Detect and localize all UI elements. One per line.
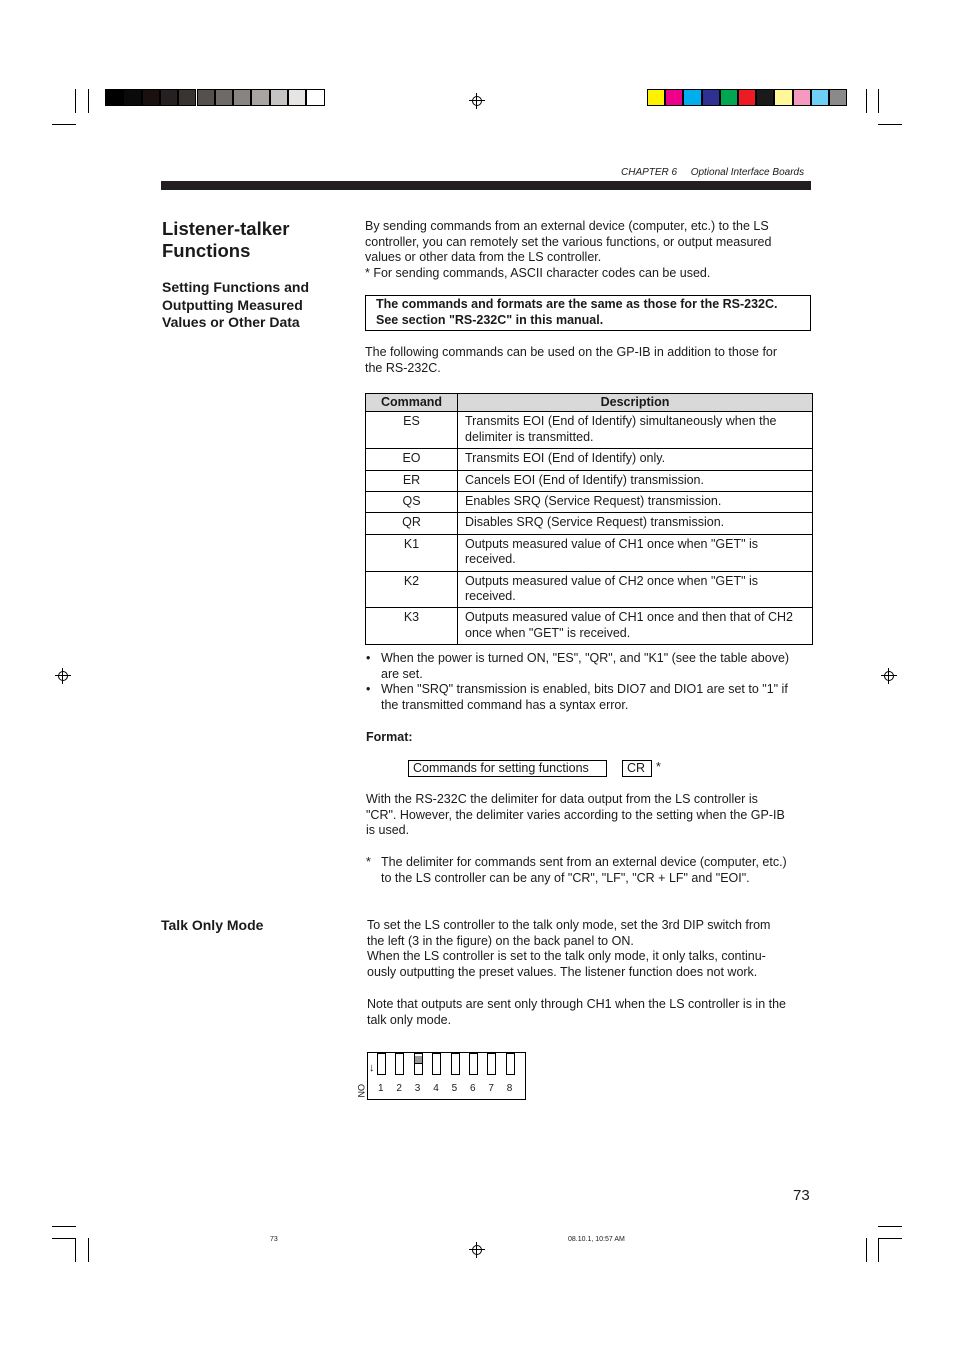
color-swatch xyxy=(665,89,683,106)
table-row: QS Enables SRQ (Service Request) transmission. xyxy=(366,492,813,513)
color-swatch xyxy=(142,89,160,106)
color-swatch xyxy=(774,89,792,106)
section-label: Optional Interface Boards xyxy=(690,167,805,178)
dip-switch-number: 3 xyxy=(414,1083,421,1094)
table-header-row xyxy=(366,394,813,412)
color-swatch xyxy=(215,89,233,106)
slug-timestamp: 08.10.1, 10:57 AM xyxy=(568,1236,625,1243)
chapter-label: CHAPTER 6 xyxy=(621,167,678,178)
dip-switch-7 xyxy=(487,1053,496,1075)
notes-list xyxy=(366,651,812,713)
color-swatch xyxy=(811,89,829,106)
dip-switch-6 xyxy=(469,1053,478,1075)
format-label: Format: xyxy=(366,730,413,744)
registration-mark-icon xyxy=(469,93,485,109)
registration-mark-icon xyxy=(881,668,897,684)
notice-box: The commands and formats are the same as those for the RS-232C. See section "RS-232C" in this manual. xyxy=(365,295,811,331)
column-header-command: Command xyxy=(366,394,458,412)
color-swatch xyxy=(178,89,196,106)
color-swatch xyxy=(702,89,720,106)
color-swatch xyxy=(756,89,774,106)
delimiter-note: The delimiter for commands sent from an external device (computer, etc.) to the LS controller can be any of "CR", "LF", "CR + LF" and "EOI". xyxy=(381,855,787,885)
color-swatch xyxy=(306,89,324,106)
color-swatch xyxy=(829,89,847,106)
color-swatch xyxy=(270,89,288,106)
list-item: • When "SRQ" transmission is enabled, bits DIO7 and DIO1 are set to "1" if the transmitted command has a syntax error. xyxy=(366,682,812,713)
color-swatch xyxy=(288,89,306,106)
table-row: QR Disables SRQ (Service Request) transmission. xyxy=(366,513,813,534)
dip-switch-1 xyxy=(377,1053,386,1075)
format-command-box: Commands for setting functions xyxy=(408,760,607,777)
intro-paragraph: By sending commands from an external device (computer, etc.) to the LS controller, you can remotely set the various functions, or output measured values or other data from the LS controller. * For sending commands, ASCII character codes can be used. xyxy=(365,219,772,280)
table-row: K3 Outputs measured value of CH1 once and then that of CH2 once when "GET" is received. xyxy=(366,608,813,645)
dip-switch-number: 1 xyxy=(378,1083,384,1094)
dip-switch-number: 2 xyxy=(396,1083,402,1094)
color-swatch xyxy=(647,89,665,106)
color-swatch xyxy=(683,89,701,106)
color-swatch xyxy=(251,89,269,106)
dip-switch-knob xyxy=(415,1056,422,1064)
color-swatch xyxy=(105,89,123,106)
table-row: ER Cancels EOI (End of Identify) transmission. xyxy=(366,470,813,491)
page-title: Listener-talker Functions xyxy=(162,218,290,261)
page-number: 73 xyxy=(793,1187,810,1204)
format-asterisk: * xyxy=(656,760,661,774)
table-row: K2 Outputs measured value of CH2 once when "GET" is received. xyxy=(366,571,813,608)
table-row: ES Transmits EOI (End of Identify) simultaneously when the delimiter is transmitted. xyxy=(366,412,813,449)
dip-switch-8 xyxy=(506,1053,515,1075)
on-arrow-icon: ↓ xyxy=(369,1062,375,1074)
running-header xyxy=(621,167,804,178)
table-row: EO Transmits EOI (End of Identify) only. xyxy=(366,449,813,470)
section-subtitle: Setting Functions and Outputting Measured Values or Other Data xyxy=(162,279,309,330)
color-swatch xyxy=(160,89,178,106)
column-header-description: Description xyxy=(458,394,813,412)
color-swatch xyxy=(738,89,756,106)
dip-switch-number: 4 xyxy=(433,1083,439,1094)
color-swatch xyxy=(123,89,141,106)
dip-switch-2 xyxy=(395,1053,404,1075)
color-swatch xyxy=(233,89,251,106)
dip-switch-3 xyxy=(414,1053,423,1075)
dip-switch-5 xyxy=(451,1053,460,1075)
list-item: • When the power is turned ON, "ES", "QR", and "K1" (see the table above) are set. xyxy=(366,651,812,682)
talk-only-paragraph: To set the LS controller to the talk only mode, set the 3rd DIP switch from the left (3 in the figure) on the back panel to ON. When the LS controller is set to the talk only mode, it only talks, continu- ously outputting the preset values. The listener function does not work. xyxy=(367,918,771,979)
ascii-note: * For sending commands, ASCII character codes can be used. xyxy=(365,265,711,280)
dip-switch-number: 5 xyxy=(451,1083,458,1094)
dip-switch-figure xyxy=(367,1052,526,1100)
command-table xyxy=(365,393,813,645)
delimiter-paragraph: With the RS-232C the delimiter for data output from the LS controller is "CR". However, the delimiter varies according to the setting when the GP-IB is used. xyxy=(366,792,785,838)
color-swatch xyxy=(197,89,215,106)
registration-mark-icon xyxy=(55,668,71,684)
dip-switch-number: 7 xyxy=(488,1083,494,1094)
talk-only-note: Note that outputs are sent only through CH1 when the LS controller is in the talk only mode. xyxy=(367,997,786,1027)
dip-switch-number: 8 xyxy=(506,1083,513,1094)
dip-switch-number: 6 xyxy=(470,1083,476,1094)
color-swatch xyxy=(793,89,811,106)
format-cr-box: CR xyxy=(622,760,652,777)
header-bar xyxy=(161,181,811,190)
delimiter-note-mark: * xyxy=(366,855,371,869)
slug-page: 73 xyxy=(270,1236,278,1243)
on-label: ON xyxy=(356,1084,366,1098)
color-swatch xyxy=(720,89,738,106)
table-row: K1 Outputs measured value of CH1 once when "GET" is received. xyxy=(366,534,813,571)
dip-switch-4 xyxy=(432,1053,441,1075)
registration-mark-icon xyxy=(469,1242,485,1258)
gpib-intro: The following commands can be used on the GP-IB in addition to those for the RS-232C. xyxy=(365,345,778,375)
talk-only-heading: Talk Only Mode xyxy=(161,917,264,933)
